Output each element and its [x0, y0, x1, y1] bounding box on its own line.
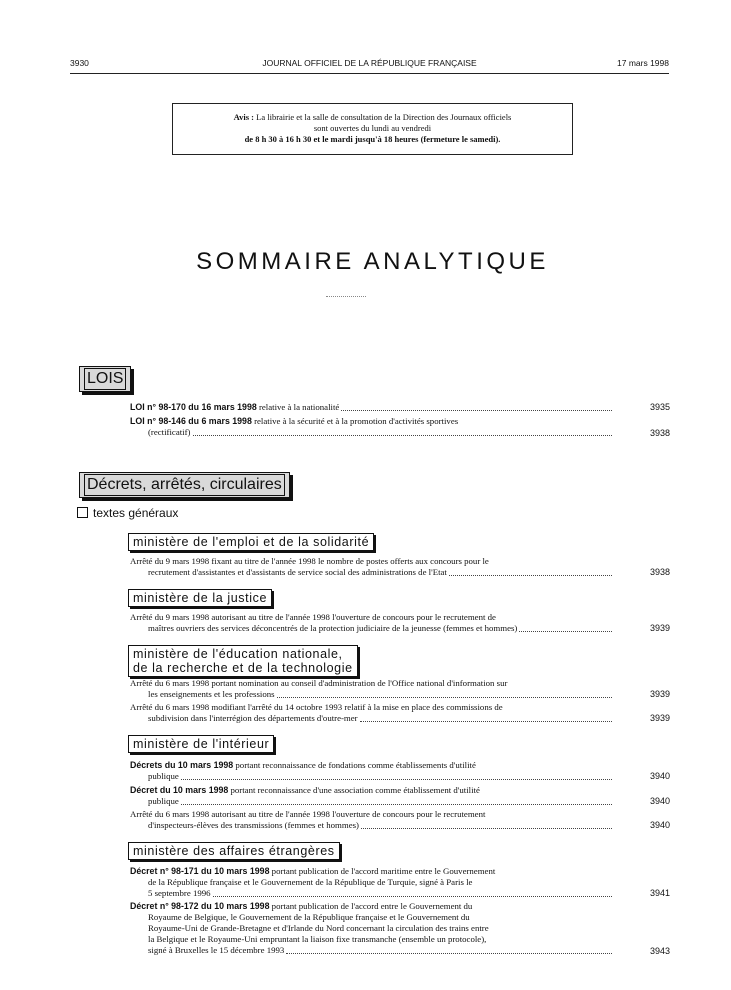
subsection-label: textes généraux — [93, 506, 179, 520]
entry-text-cont: la Belgique et le Royaume-Uni empruntant la liaison fixe transmanche (ensemble un protocole), — [148, 934, 487, 944]
page-ref: 3938 — [649, 567, 670, 577]
ministry-emploi: ministère de l'emploi et de la solidarité — [128, 533, 374, 551]
entry-text-cont: recrutement d'assistantes et d'assistants de service social des administrations de l'Etat — [148, 567, 447, 577]
entry-text: Arrêté du 9 mars 1998 autorisant au titre de l'année 1998 l'ouverture de concours pour le recrutement de — [130, 612, 496, 622]
page-ref: 3939 — [649, 689, 670, 699]
page-title: SOMMAIRE ANALYTIQUE — [196, 248, 549, 275]
entry-text-cont: 5 septembre 1996 — [148, 888, 211, 898]
notice-label: Avis : — [233, 112, 255, 122]
page-number: 3930 — [70, 58, 89, 68]
page-ref: 3938 — [649, 428, 670, 438]
page-ref: 3940 — [649, 796, 670, 806]
entry-text: relative à la nationalité — [258, 402, 340, 412]
entry-text-cont: subdivision dans l'interrégion des départements d'outre-mer — [148, 713, 358, 723]
ministry-interieur: ministère de l'intérieur — [128, 735, 274, 753]
entry-text-cont: (rectificatif) — [148, 427, 191, 437]
journal-title: JOURNAL OFFICIEL DE LA RÉPUBLIQUE FRANÇAISE — [262, 58, 477, 68]
entry-emploi-1 — [130, 556, 614, 578]
page-ref: 3940 — [649, 820, 670, 830]
ministry-affaires-etrangeres: ministère des affaires étrangères — [128, 842, 340, 860]
entry-text: Arrêté du 9 mars 1998 fixant au titre de l'année 1998 le nombre de postes offerts aux concours pour le — [130, 556, 489, 566]
title-ornament — [326, 296, 366, 297]
entry-affaires-1 — [130, 866, 614, 899]
entry-text-cont: publique — [148, 796, 179, 806]
entry-education-2 — [130, 702, 614, 724]
entry-text: Arrêté du 6 mars 1998 modifiant l'arrêté du 14 octobre 1993 relatif à la mise en place des commissions de — [130, 702, 503, 712]
entry-education-1 — [130, 678, 614, 700]
entry-ref: Décrets du 10 mars 1998 — [130, 760, 234, 770]
entry-text: portant reconnaissance de fondations comme établissements d'utilité — [235, 760, 476, 770]
entry-text: portant reconnaissance d'une association comme établissement d'utilité — [230, 785, 480, 795]
subsection-textes-generaux — [77, 506, 178, 520]
entry-text-cont: signé à Bruxelles le 15 décembre 1993 — [148, 945, 285, 955]
entry-ref: Décret n° 98-171 du 10 mars 1998 — [130, 866, 270, 876]
page-ref: 3935 — [649, 402, 670, 412]
section-decrets — [79, 472, 290, 498]
page-ref: 3941 — [649, 888, 670, 898]
entry-text-cont: de la République française et le Gouvernement de la République de Turquie, signé à Paris le — [148, 877, 473, 887]
ministry-education — [128, 645, 358, 677]
ministry-name-line-1: ministère de l'éducation nationale, — [133, 647, 343, 661]
section-lois — [79, 366, 131, 392]
entry-text-cont: les enseignements et les professions — [148, 689, 275, 699]
notice-box — [172, 103, 573, 155]
page-ref: 3939 — [649, 713, 670, 723]
entry-interieur-3 — [130, 809, 614, 831]
page-ref: 3943 — [649, 946, 670, 956]
entry-ref: Décret n° 98-172 du 10 mars 1998 — [130, 901, 270, 911]
running-header — [70, 58, 669, 72]
entry-text-cont: Royaume de Belgique, le Gouvernement de la République française et le Gouvernement du — [148, 912, 470, 922]
issue-date: 17 mars 1998 — [617, 58, 669, 68]
section-lois-label: LOIS — [84, 368, 126, 390]
entry-interieur-1 — [130, 760, 614, 782]
section-decrets-label: Décrets, arrêtés, circulaires — [84, 474, 285, 496]
notice-line-2: sont ouvertes du lundi au vendredi — [313, 123, 432, 133]
loi-entry-2 — [130, 416, 614, 438]
entry-text-cont: d'inspecteurs-élèves des transmissions (femmes et hommes) — [148, 820, 359, 830]
entry-affaires-2 — [130, 901, 614, 956]
entry-text-cont: maîtres ouvriers des services déconcentrés de la protection judiciaire de la jeunesse (femmes et hommes) — [148, 623, 518, 633]
checkbox-square-icon — [77, 507, 88, 518]
notice-line-1: La librairie et la salle de consultation de la Direction des Journaux officiels — [256, 112, 512, 122]
entry-interieur-2 — [130, 785, 614, 807]
entry-text: Arrêté du 6 mars 1998 autorisant au titre de l'année 1998 l'ouverture de concours pour le recrutement — [130, 809, 486, 819]
entry-ref: LOI n° 98-146 du 6 mars 1998 — [130, 416, 252, 426]
entry-ref: LOI n° 98-170 du 16 mars 1998 — [130, 402, 257, 412]
notice-line-3: de 8 h 30 à 16 h 30 et le mardi jusqu'à 18 heures (fermeture le samedi). — [244, 134, 501, 144]
entry-justice-1 — [130, 612, 614, 634]
ministry-name-line-2: de la recherche et de la technologie — [133, 661, 353, 675]
entry-text: portant publication de l'accord entre le Gouvernement du — [271, 901, 473, 911]
ministry-justice: ministère de la justice — [128, 589, 272, 607]
entry-text: relative à la sécurité et à la promotion d'activités sportives — [254, 416, 459, 426]
page-ref: 3940 — [649, 771, 670, 781]
entry-text: Arrêté du 6 mars 1998 portant nomination au conseil d'administration de l'Office national d'information sur — [130, 678, 508, 688]
entry-text-cont: publique — [148, 771, 179, 781]
loi-entry-1 — [130, 402, 614, 413]
entry-text: portant publication de l'accord maritime entre le Gouvernement — [271, 866, 496, 876]
entry-ref: Décret du 10 mars 1998 — [130, 785, 229, 795]
header-rule — [70, 73, 669, 74]
page-ref: 3939 — [649, 623, 670, 633]
entry-text-cont: Royaume-Uni de Grande-Bretagne et d'Irlande du Nord concernant la circulation des trains entre — [148, 923, 489, 933]
